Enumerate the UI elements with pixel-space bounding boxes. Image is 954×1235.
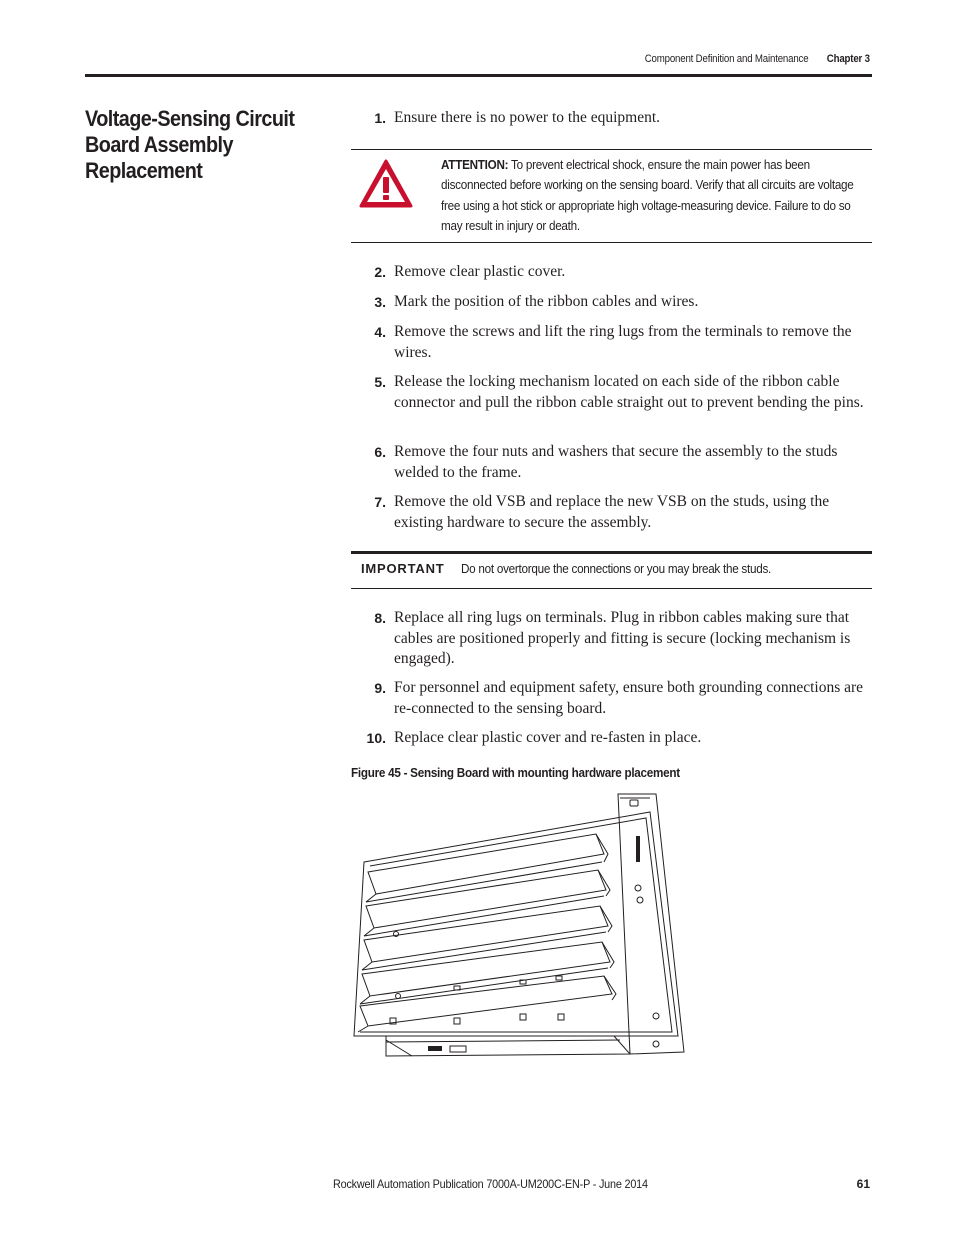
- step-text: For personnel and equipment safety, ensure both grounding connections are re-connected to the sensing board.: [394, 679, 864, 717]
- step-5: [362, 372, 872, 413]
- section-title: Voltage-Sensing Circuit Board Assembly Replacement: [85, 106, 295, 183]
- step-4: [362, 322, 872, 363]
- step-10: [362, 728, 872, 749]
- step-number: 3.: [374, 294, 386, 310]
- important-top-rule: [351, 551, 872, 554]
- step-number: 10.: [366, 730, 386, 746]
- step-text: Remove the four nuts and washers that secure the assembly to the studs welded to the frame.: [394, 443, 838, 481]
- step-text: Mark the position of the ribbon cables and wires.: [394, 293, 699, 310]
- attention-bottom-rule: [351, 242, 872, 243]
- step-number: 7.: [374, 494, 386, 510]
- attention-body: To prevent electrical shock, ensure the main power has been disconnected before working on the sensing board. Verify that all circuits are voltage free using a hot stick or appropriate high voltage-measuring device. Failure to do so may result in injury or death.: [441, 157, 854, 233]
- sensing-board-illustration: [350, 790, 690, 1062]
- attention-top-rule: [351, 149, 872, 150]
- step-text: Ensure there is no power to the equipment.: [394, 109, 661, 126]
- step-text: Remove clear plastic cover.: [394, 263, 566, 280]
- header-rule: [85, 74, 872, 77]
- step-text: Replace clear plastic cover and re-fasten in place.: [394, 729, 702, 746]
- publication-info: Rockwell Automation Publication 7000A-UM200C-EN-P - June 2014: [333, 1177, 648, 1191]
- header-chapter: Chapter 3: [826, 53, 870, 65]
- step-1: [362, 108, 872, 129]
- important-label: IMPORTANT: [361, 561, 445, 576]
- important-bottom-rule: [351, 588, 872, 589]
- warning-triangle-icon: [358, 158, 414, 210]
- step-number: 1.: [374, 110, 386, 126]
- step-text: Replace all ring lugs on terminals. Plug in ribbon cables making sure that cables are positioned properly and fitting is secure (locking mechanism is engaged).: [394, 609, 851, 667]
- step-9: [362, 678, 872, 719]
- attention-label: ATTENTION:: [441, 157, 509, 172]
- step-number: 8.: [374, 610, 386, 626]
- header-section: Component Definition and Maintenance: [644, 53, 809, 65]
- step-number: 5.: [374, 374, 386, 390]
- step-text: Remove the old VSB and replace the new VSB on the studs, using the existing hardware to secure the assembly.: [394, 493, 830, 531]
- step-number: 4.: [374, 324, 386, 340]
- step-7: [362, 492, 872, 533]
- page-number: 61: [856, 1177, 870, 1191]
- step-6: [362, 442, 872, 483]
- step-8: [362, 608, 872, 670]
- step-number: 9.: [374, 680, 386, 696]
- step-2: [362, 262, 872, 283]
- step-number: 2.: [374, 264, 386, 280]
- important-message: Do not overtorque the connections or you may break the studs.: [461, 561, 772, 576]
- running-header: [645, 53, 870, 65]
- attention-message: [441, 155, 860, 236]
- step-3: [362, 292, 872, 313]
- step-number: 6.: [374, 444, 386, 460]
- step-text: Release the locking mechanism located on each side of the ribbon cable connector and pull the ribbon cable straight out to prevent bending the pins.: [394, 373, 864, 411]
- figure-caption: Figure 45 - Sensing Board with mounting hardware placement: [351, 765, 680, 780]
- step-text: Remove the screws and lift the ring lugs from the terminals to remove the wires.: [394, 323, 852, 361]
